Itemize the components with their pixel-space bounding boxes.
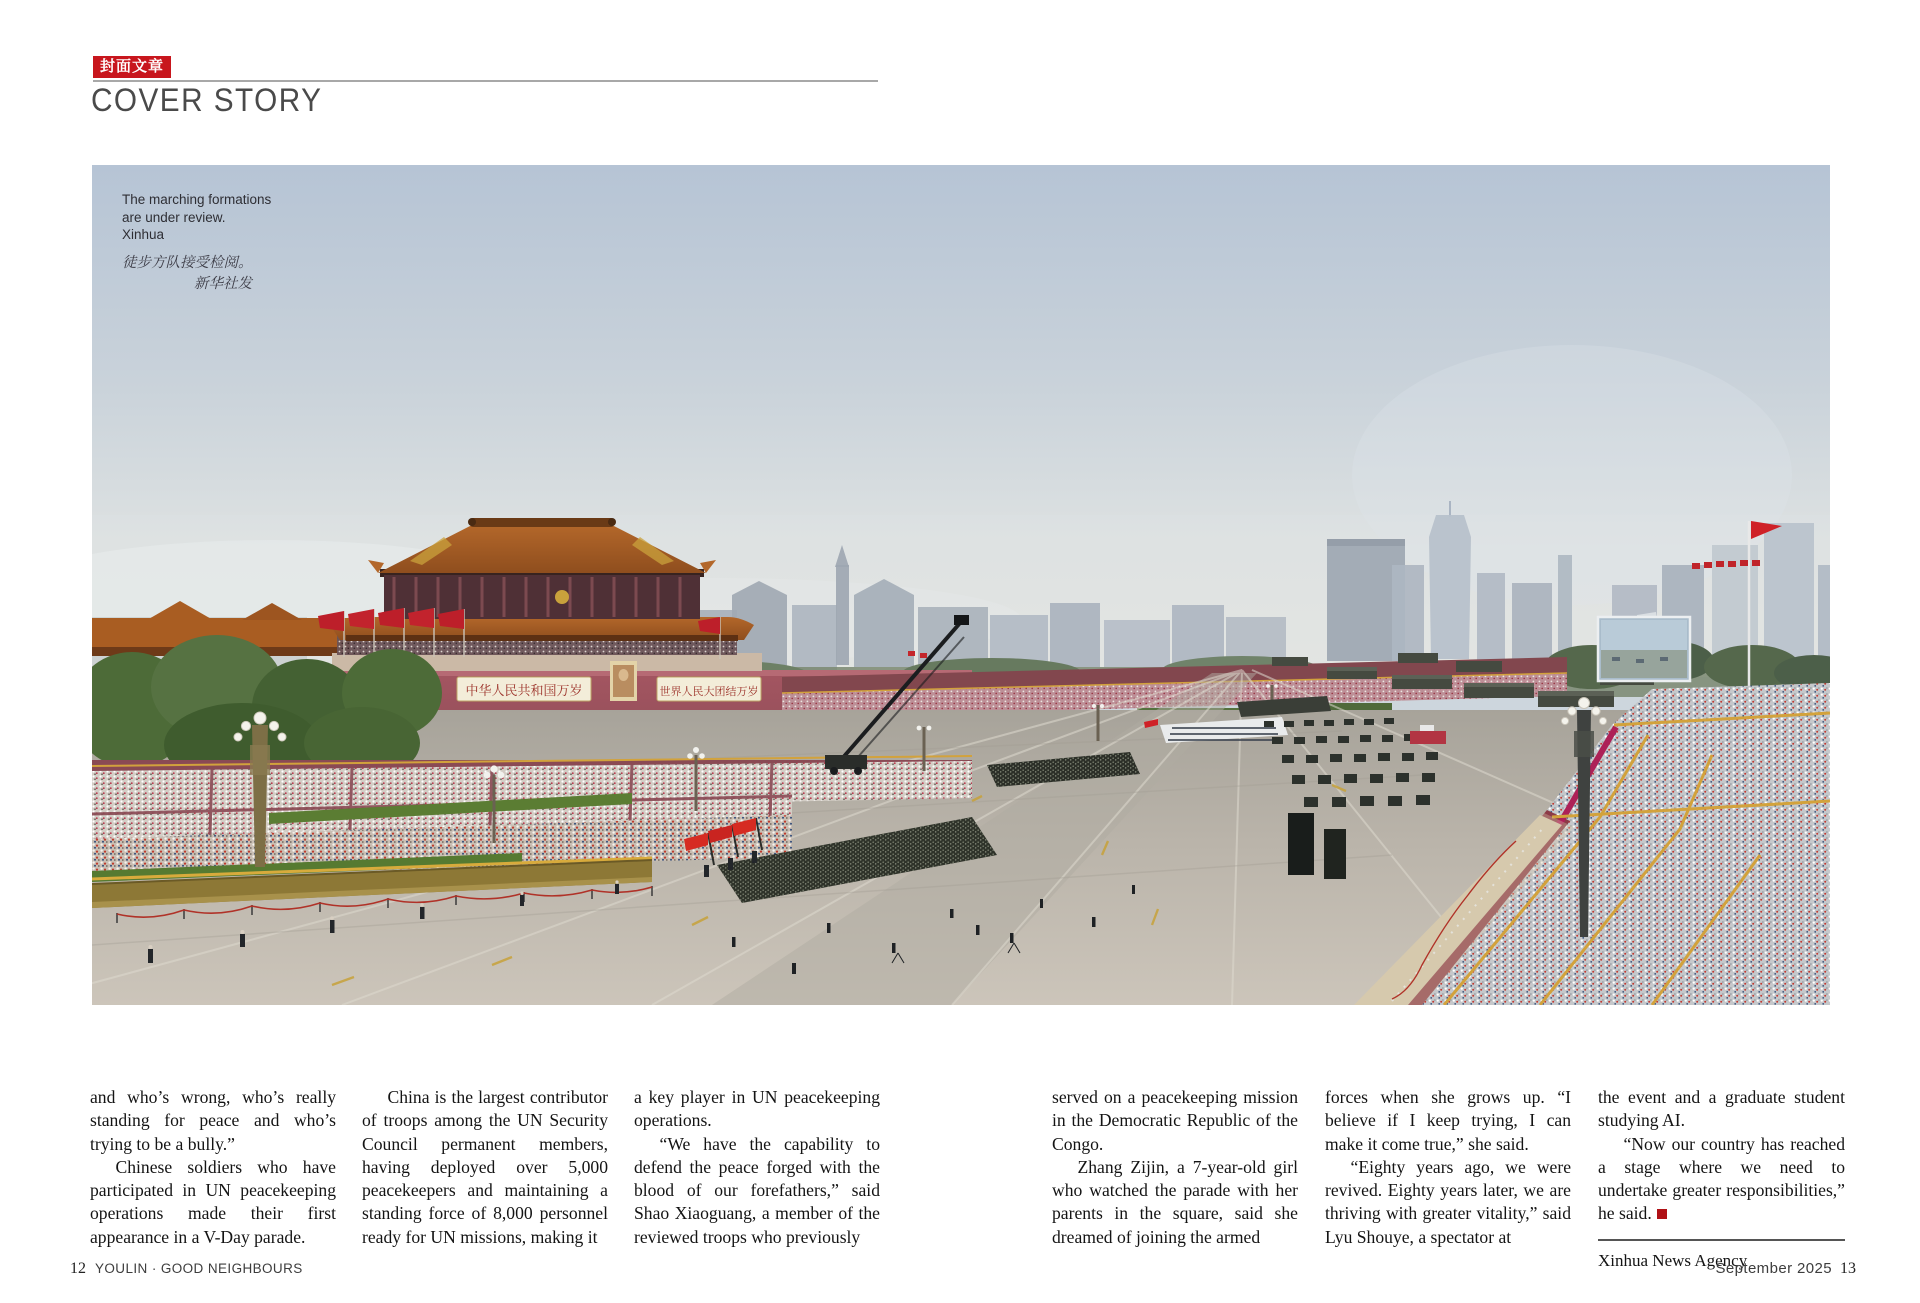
- caption-line: are under review.: [122, 209, 226, 225]
- gate-slogan-right-text: 世界人民大团结万岁: [659, 685, 759, 698]
- article-column-2: [362, 1086, 608, 1249]
- speaker-tower: [1288, 813, 1314, 875]
- article-column-4: [1052, 1086, 1298, 1249]
- red-podium: [1410, 731, 1446, 744]
- article-column-6: [1598, 1086, 1845, 1272]
- article-credit: Xinhua News Agency: [1598, 1250, 1748, 1270]
- gate-slogan-left-text: 中华人民共和国万岁: [465, 684, 583, 699]
- end-mark: [1657, 1209, 1667, 1219]
- footer-right: [1715, 1260, 1856, 1278]
- caption-line: The marching formations: [122, 192, 272, 207]
- caption-credit: Xinhua: [122, 227, 165, 243]
- paragraph: served on a peacekeeping mission in the Democratic Republic of the Congo.: [1052, 1087, 1298, 1154]
- article-column-1: [90, 1086, 336, 1249]
- national-emblem: [555, 590, 569, 604]
- paragraph: a key player in UN peacekeeping operations.: [634, 1087, 880, 1131]
- footer-left: [70, 1260, 303, 1278]
- paragraph: “We have the capability to defend the peace forged with the blood of our forefathers,” said Shao Xiaoguang, a member of the reviewed troops who previously: [634, 1133, 880, 1247]
- article-column-5: [1325, 1086, 1571, 1249]
- page-number-right: 13: [1840, 1260, 1856, 1277]
- paragraph: forces when she grows up. “I believe if I keep trying, I can make it come true,” she said.: [1325, 1087, 1571, 1154]
- magazine-name: YOULIN · GOOD NEIGHBOURS: [95, 1261, 303, 1276]
- credit-rule: [1598, 1239, 1845, 1241]
- issue-date: September 2025: [1715, 1260, 1832, 1277]
- article-column-3: [634, 1086, 880, 1249]
- paragraph: [1598, 1133, 1845, 1226]
- paragraph-text: “Now our country has reached a stage where we need to undertake greater responsibilities,” he said.: [1598, 1133, 1845, 1224]
- section-tag-badge: 封面文章: [93, 56, 171, 78]
- big-screen: [1598, 612, 1690, 681]
- caption-credit-zh: 新华社发: [194, 276, 252, 293]
- paragraph: Chinese soldiers who have participated in UN peacekeeping operations made their first appearance in a V-Day parade.: [90, 1156, 336, 1247]
- paragraph: the event and a graduate student studying AI.: [1598, 1087, 1845, 1131]
- parade-photo: [92, 165, 1830, 1005]
- page-title: COVER STORY: [91, 82, 323, 119]
- paragraph: and who’s wrong, who’s really standing for peace and who’s trying to be a bully.”: [90, 1087, 336, 1154]
- paragraph: Zhang Zijin, a 7-year-old girl who watched the parade with her parents in the square, said she dreamed of joining the armed: [1052, 1156, 1298, 1247]
- paragraph: China is the largest contributor of troops among the UN Security Council permanent members, having deployed over 5,000 peacekeepers and maintaining a standing force of 8,000 personnel ready for UN missions, making it: [362, 1087, 608, 1247]
- page-number-left: 12: [70, 1260, 86, 1277]
- parade-photo-illustration: [92, 165, 1830, 1005]
- caption-line-zh: 徒步方队接受检阅。: [122, 254, 253, 271]
- photo-caption: [122, 191, 271, 296]
- paragraph: “Eighty years ago, we were revived. Eighty years later, we are thriving with greater vitality,” said Lyu Shouye, a spectator at: [1325, 1156, 1571, 1247]
